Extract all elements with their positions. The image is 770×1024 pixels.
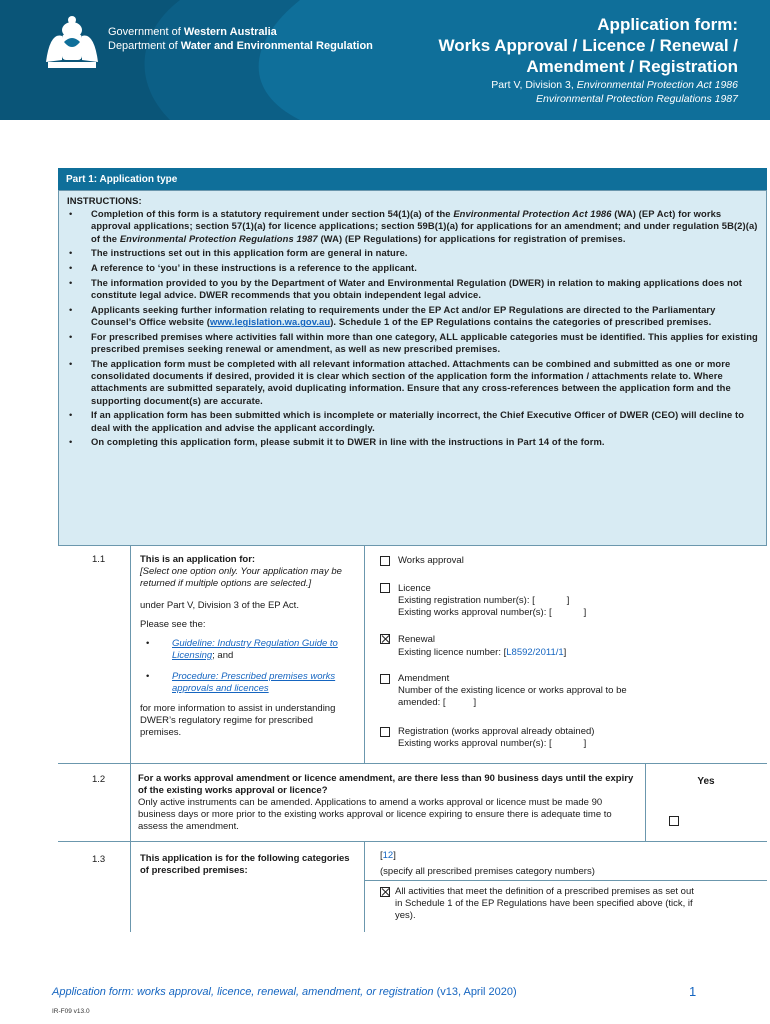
registration-checkbox[interactable] xyxy=(380,727,390,737)
more-info: for more information to assist in understanding DWER’s regulatory regime for prescribed premises. xyxy=(140,703,336,738)
question-1-3-row xyxy=(58,842,767,932)
instruction-item: • The instructions set out in this application form are general in nature. xyxy=(67,247,758,259)
amendment-label: Amendment xyxy=(398,673,450,684)
licence-works-approval-field[interactable]: Existing works approval number(s): [ ] xyxy=(398,607,587,618)
instruction-item: • Applicants seeking further information relating to requirements under the EP Act and/or EP Regulations are directed to the Parliamentary Counsel’s Office website (www.legislation.wa.gov.au). Schedule 1 of the EP Regulations contains the categories of prescribed premises. xyxy=(67,304,758,328)
question-under: under Part V, Division 3 of the EP Act. xyxy=(140,600,299,611)
guideline-link[interactable]: Guideline: Industry Regulation Guide to Licensing xyxy=(172,638,338,661)
instruction-item: • On completing this application form, please submit it to DWER in line with the instructions in Part 14 of the form. xyxy=(67,436,758,448)
instruction-item: • Completion of this form is a statutory requirement under section 54(1)(a) of the Environmental Protection Act 1986 (WA) (EP Act) for works approval applications; section 57(1)(a) for licence applications; section 59B(1)(a) for applications for an amendment; and under regulation 5B(2)(a) of the Environmental Protection Regulations 1987 (WA) (EP Regulations) for applications for registration of premises. xyxy=(67,208,758,245)
page-number: 1 xyxy=(689,984,697,999)
department-name: Department of Water and Environmental Regulation xyxy=(108,40,373,52)
renewal-label: Renewal xyxy=(398,634,435,645)
amendment-checkbox[interactable] xyxy=(380,674,390,684)
all-activities-label: All activities that meet the definition of a prescribed premises as set out in Schedule 1 of the EP Regulations have been specified above (tick, if yes). xyxy=(395,886,694,921)
question-text: For a works approval amendment or licence amendment, are there less than 90 business days until the expiry of the existing works approval or licence? xyxy=(138,773,634,796)
instructions-list xyxy=(67,208,758,448)
all-activities-checkbox[interactable] xyxy=(380,887,390,897)
wa-coat-of-arms-icon xyxy=(38,12,106,74)
licence-label: Licence xyxy=(398,583,431,594)
instructions-heading: INSTRUCTIONS: xyxy=(67,195,142,206)
category-numbers-value: 12 xyxy=(382,850,394,861)
question-text: This application is for the following categories of prescribed premises: xyxy=(140,853,350,876)
renewal-licence-field[interactable]: Existing licence number: [L8592/2011/1] xyxy=(398,647,567,658)
question-number: 1.3 xyxy=(92,854,106,865)
please-see: Please see the: xyxy=(140,619,206,630)
works-approval-checkbox[interactable] xyxy=(380,556,390,566)
question-title: This is an application for: xyxy=(140,554,256,565)
part1-heading: Part 1: Application type xyxy=(58,168,767,190)
renewal-licence-value: L8592/2011/1 xyxy=(506,647,564,658)
question-number: 1.1 xyxy=(92,554,106,565)
licence-checkbox[interactable] xyxy=(380,583,390,593)
form-title: Application form: Works Approval / Licence / Renewal / Amendment / Registration xyxy=(438,15,738,76)
instruction-item: • If an application form has been submitted which is incomplete or materially incorrect, the Chief Executive Officer of DWER (CEO) will decline to deal with the application and advise the applicant accordingly. xyxy=(67,409,758,433)
works-approval-label: Works approval xyxy=(398,555,464,566)
instruction-item: • A reference to ‘you’ in these instructions is a reference to the applicant. xyxy=(67,262,758,274)
licence-registration-field[interactable]: Existing registration number(s): [ ] xyxy=(398,595,570,606)
instruction-item: • For prescribed premises where activities fall within more than one category, ALL applicable categories must be identified. This applies for existing prescribed premises seeking renewal or amendment, as well as new prescribed premises. xyxy=(67,331,758,355)
registration-works-approval-field[interactable]: Existing works approval number(s): [ ] xyxy=(398,738,587,749)
form-subtitle: Part V, Division 3, Environmental Protection Act 1986 Environmental Protection Regulations 1987 xyxy=(491,79,738,105)
amendment-field[interactable]: amended: [ ] xyxy=(398,697,477,708)
instructions-panel xyxy=(58,190,767,546)
question-1-2-row xyxy=(58,764,767,842)
question-number: 1.2 xyxy=(92,774,106,785)
procedure-link[interactable]: Procedure: Prescribed premises works approvals and licences xyxy=(172,671,336,694)
page-header xyxy=(0,0,770,120)
less-than-90-days-checkbox[interactable] xyxy=(669,816,679,826)
instruction-item: • The information provided to you by the Department of Water and Environmental Regulation (DWER) in relation to making applications does not constitute legal advice. DWER recommends that you obtain independent legal advice. xyxy=(67,277,758,301)
question-1-1-row: 1.1 This is an application for: [Select one option only. Your application may be returned if multiple options are selected.] under Part V, Division 3 of the EP Act. Please see the: • Guideline: Industry Regulation Guide to Licensing; and • Procedure: Prescribed premises works approvals and licences for more information to assist in understanding DWER’s regulatory regime for prescribed premises. Works approval Licence Existing registration number(s): [ ] Existing works approval number(s): [ ] Renewal Existing licence number: [L8592/2011/1] Amendment Number of the existing licence or works approval to be amended: [ ] Registration (works approval already obtained) Existing works approval number(s): [ ] xyxy=(58,546,767,764)
legislation-link[interactable]: www.legislation.wa.gov.au xyxy=(209,316,331,328)
category-specify-hint: (specify all prescribed premises category numbers) xyxy=(380,866,595,877)
category-numbers-field[interactable]: [12] xyxy=(380,850,396,861)
question-hint: [Select one option only. Your application may be returned if multiple options are selected.] xyxy=(140,566,342,589)
registration-label: Registration (works approval already obtained) xyxy=(398,726,595,737)
amendment-text: Number of the existing licence or works approval to be xyxy=(398,685,627,696)
question-note: Only active instruments can be amended. Applications to amend a works approval or licence must be made 90 business days or more prior to the existing works approval or licence expiring to ensure there is adequate time to assess the amendment. xyxy=(138,797,612,832)
renewal-checkbox[interactable] xyxy=(380,634,390,644)
footer-text: Application form: works approval, licence, renewal, amendment, or registration (v13, April 2020) xyxy=(52,986,517,998)
government-name: Government of Western Australia xyxy=(108,26,277,38)
yes-label: Yes xyxy=(697,776,715,787)
form-code: IR-F09 v13.0 xyxy=(52,1008,90,1015)
instruction-item: • The application form must be completed with all relevant information attached. Attachments can be combined and submitted as one or more consolidated documents if desired, provided it is clear which section of the application form the information / attachments relate to. Where attachments are submitted separately, avoid duplicating information. Ensure that any cross-references between the application form and the supporting document(s) are accurate. xyxy=(67,358,758,407)
